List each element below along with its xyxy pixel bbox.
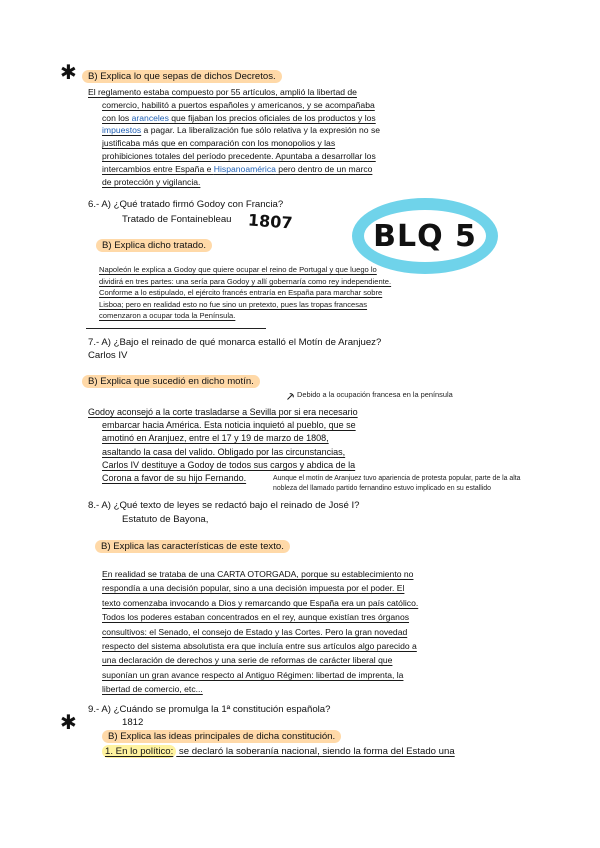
text-line: Lisboa; pero en realidad esto no fue sino un pretexto, pues las tropas francesas	[99, 299, 368, 309]
text-line: comercio, habilitó a puertos españoles y americanos, y se acompañaba	[102, 99, 375, 110]
q8-answer: Estatuto de Bayona,	[122, 514, 209, 525]
block-annotation: BLQ 5	[373, 218, 477, 254]
q7-answer: Carlos IV	[88, 350, 128, 361]
text-line: comenzaron a ocupar toda la Península.	[99, 311, 236, 321]
text-line: Carlos IV destituye a Godoy de todos sus cargos y abdica de la	[102, 459, 356, 470]
text-line: Godoy aconsejó a la corte trasladarse a Sevilla por si era necesario	[88, 407, 358, 417]
block-annotation-circle	[352, 198, 498, 274]
q6b-paragraph	[99, 264, 391, 322]
text-line: una declaración de derechos y una serie de reformas de carácter liberal que	[102, 655, 393, 666]
q7-note-top: Debido a la ocupación francesa en la península	[297, 390, 453, 399]
q6-question: 6.- A) ¿Qué tratado firmó Godoy con Francia?	[88, 199, 284, 210]
text-line: consultivos: el Senado, el consejo de Estado y las Cortes. Pero la gran novedad	[102, 626, 408, 637]
q9-point-1	[102, 746, 455, 758]
text-line: impuestos a pagar. La liberalización fue sólo relativa y la expresión no se	[102, 125, 381, 136]
divider	[86, 328, 266, 329]
text-line: respondía a una decisión popular, sino a una decisión impuesta por el poder. El	[102, 583, 405, 594]
text-line: asaltando la casa del valido. Obligado por las circunstancias,	[102, 446, 346, 457]
text-line: Napoleón le explica a Godoy que quiere ocupar el reino de Portugal y que luego lo	[99, 265, 377, 274]
text-line: justificaba más que en comparación con los monopolios y las	[102, 138, 336, 149]
aranceles-link[interactable]: aranceles	[131, 112, 169, 123]
point-label: 1. En lo político:	[102, 745, 176, 758]
star-mark-icon: ✱	[60, 710, 77, 734]
text-line: texto comenzaba invocando a Dios y remarcando que España era un país católico.	[102, 597, 419, 608]
text-line: libertad de comercio, etc...	[102, 684, 203, 695]
text-line: prohibiciones totales del período precedente. Apuntaba a desarrollar los	[102, 150, 376, 161]
text-line: Todos los poderes estaban concentrados en el rey, aunque existían tres órganos	[102, 612, 410, 623]
text-line: El reglamento estaba compuesto por 55 artículos, amplió la libertad de	[88, 87, 357, 97]
q8-question: 8.- A) ¿Qué texto de leyes se redactó bajo el reinado de José I?	[88, 500, 360, 511]
q8b-heading: B) Explica las características de este texto.	[95, 541, 290, 553]
handwritten-year: 1807	[247, 210, 294, 233]
text-line: nobleza del llamado partido fernandino estuvo implicado en su estallido	[273, 484, 491, 492]
impuestos-link[interactable]: impuestos	[102, 125, 142, 136]
text-line: En realidad se trataba de una CARTA OTORGADA, porque su establecimiento no	[102, 569, 414, 579]
star-mark-icon: ✱	[60, 60, 77, 84]
text-line: amotinó en Aranjuez, entre el 17 y 19 de marzo de 1808,	[102, 433, 329, 444]
q9-question: 9.- A) ¿Cuándo se promulga la 1ª constitución española?	[88, 704, 331, 715]
text-line: embarcar hacia América. Esta noticia inquietó al pueblo, que se	[102, 420, 356, 431]
q6-answer: Tratado de Fontainebleau	[122, 214, 232, 225]
text-line: respecto del sistema absolutista era que incluía entre sus artículos algo parecido a	[102, 641, 417, 652]
arrow-mark-icon: ⸕	[286, 389, 296, 403]
text-line: Conforme a lo estipulado, el ejército francés entraría en España para marchar sobre	[99, 288, 383, 298]
text-line: con los aranceles que fijaban los precios oficiales de los productos y los	[102, 112, 376, 123]
text-line: Aunque el motín de Aranjuez tuvo apariencia de protesta popular, parte de la alta	[273, 475, 521, 482]
text-line: dividirá en tres partes: una sería para Godoy y allí gobernaría como rey independiente.	[99, 276, 392, 286]
text-line: suponían un gran avance respecto al Antiguo Régimen: libertad de imprenta, la	[102, 669, 404, 680]
text-line: intercambios entre España e Hispanoamérica pero dentro de un marco	[102, 163, 373, 174]
q5b-heading: B) Explica lo que sepas de dichos Decretos.	[82, 71, 282, 83]
q9b-heading: B) Explica las ideas principales de dicha constitución.	[102, 731, 341, 743]
q5b-paragraph	[88, 86, 381, 188]
text-line: Corona a favor de su hijo Fernando.	[102, 473, 247, 484]
hispanoamerica-link[interactable]: Hispanoamérica	[213, 163, 276, 174]
q8b-paragraph	[102, 567, 418, 697]
q7-note-side	[273, 474, 520, 494]
text-line: de protección y vigilancia.	[102, 176, 201, 187]
q7-question: 7.- A) ¿Bajo el reinado de qué monarca estalló el Motín de Aranjuez?	[88, 337, 382, 348]
q6b-heading: B) Explica dicho tratado.	[96, 240, 212, 252]
point-text: se declaró la soberanía nacional, siendo la forma del Estado una	[176, 746, 455, 757]
q9-answer: 1812	[122, 717, 144, 728]
q7b-heading: B) Explica que sucedió en dicho motín.	[82, 376, 260, 388]
